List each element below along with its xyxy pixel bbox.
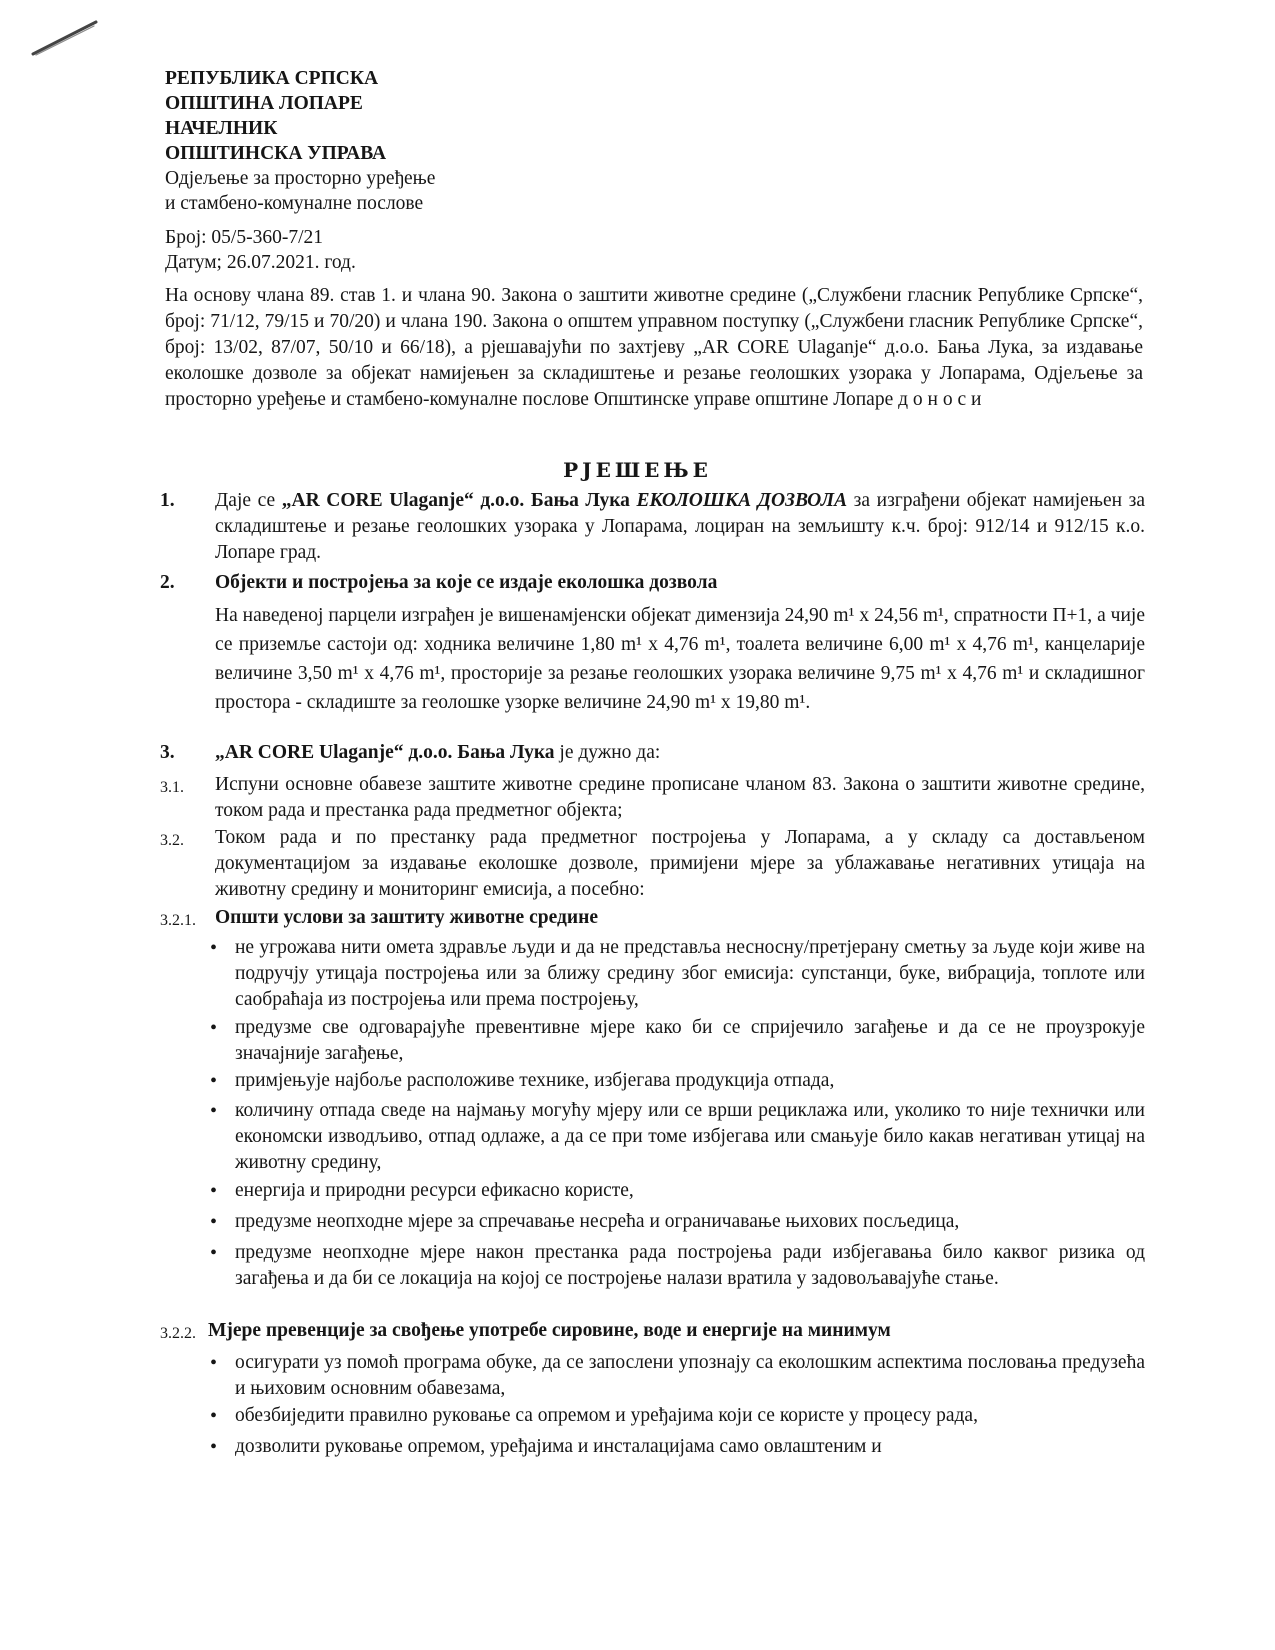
section-1-post: за изграђени објекат намијењен за складиштење и резање геолошких узорака у Лопарама, лоциран на земљишту к.ч. број: 912/14 и 912/15 к.о. Лопаре град.	[215, 490, 1145, 563]
list-item: • предузме све одговарајуће превентивне мјере како би се спријечило загађење и да се не проузрокује значајније загађење,	[210, 1015, 1145, 1067]
pen-stroke-mark	[30, 18, 100, 58]
list-item: • не угрожава нити омета здравље људи и да не представља несносну/претјерану сметњу за људе који живе на подручју утицаја постројења или за ближу средину због емисија: супстанци, буке, вибрација, топлоте или саобраћаја из постројења или према постројењу,	[210, 935, 1145, 1013]
document-number: Број: 05/5-360-7/21	[165, 227, 323, 248]
section-1	[160, 488, 1145, 566]
section-3-1-number: 3.1.	[160, 779, 184, 796]
section-3-2-2	[160, 1318, 1145, 1344]
section-2-text: На наведеној парцели изграђен је вишенамјенски објекат димензија 24,90 m¹ x 24,56 m¹, спратности П+1, а чије се приземље састоји од: ходника величине 1,80 m¹ x 4,76 m¹, тоалета величине 6,00 m¹ x 4,76 m¹, канцеларије величине 3,50 m¹ x 4,76 m¹, просторије за резање геолошких узорака величине 9,75 m¹ x 4,76 m¹ и складишног простора - складиште за геолошке узорке величине 24,90 m¹ x 19,80 m¹.	[215, 605, 1145, 713]
header-department-line-2: и стамбено-комуналне послове	[165, 193, 424, 214]
list-item: • енергија и природни ресурси ефикасно користе,	[210, 1178, 1145, 1204]
section-2-heading: Објекти и постројења за које се издаје еколошка дозвола	[215, 572, 718, 593]
document-date: Датум; 26.07.2021. год.	[165, 252, 356, 273]
section-3-2-1	[160, 905, 1145, 931]
list-item: • предузме неопходне мјере након престанка рада постројења ради избјегавања било каквог ризика од загађења и да би се локација на којој се постројење налази вратила у задовољавајуће стање.	[210, 1240, 1145, 1292]
section-2	[160, 570, 1145, 717]
section-3-1	[160, 772, 1145, 824]
section-1-text	[215, 488, 1145, 566]
section-3-2-1-heading: Општи услови за заштиту животне средине	[215, 907, 598, 928]
list-item: • дозволити руковање опремом, уређајима и инсталацијама само овлаштеним и	[210, 1434, 1145, 1460]
section-3-2	[160, 825, 1145, 903]
header-department-line-1: Одјељење за просторно уређење	[165, 168, 436, 189]
list-item: • примјењује најбоље расположиве технике, избјегава продукција отпада,	[210, 1068, 1145, 1094]
intro-paragraph: На основу члана 89. став 1. и члана 90. Закона о заштити животне средине („Службени гласник Републике Српске“, број: 71/12, 79/15 и 70/20) и члана 190. Закона о општем управном поступку („Службени гласник Републике Српске“, број: 13/02, 87/07, 50/10 и 66/18), а рјешавајући по захтјеву „AR CORE Ulaganje“ д.о.о. Бања Лука, за издавање еколошке дозволе за објекат намијењен за складиштење и резање геолошких узорака у Лопарама, Одјељење за просторно уређење и стамбено-комуналне послове Општинске управе општине Лопаре д о н о с и	[165, 285, 1143, 410]
section-3-2-1-number: 3.2.1.	[160, 912, 196, 929]
section-3-company: „AR CORE Ulaganje“ д.о.о. Бања Лука	[215, 742, 555, 763]
section-1-permit: ЕКОЛОШКА ДОЗВОЛА	[636, 490, 848, 511]
header-administration: ОПШТИНСКА УПРАВА	[165, 143, 387, 164]
section-1-company: „AR CORE Ulaganje“ д.о.о. Бања Лука	[281, 490, 637, 511]
section-2-number: 2.	[160, 572, 175, 593]
section-1-number: 1.	[160, 490, 175, 511]
header-municipality: ОПШТИНА ЛОПАРЕ	[165, 93, 363, 114]
list-item: • количину отпада сведе на најмању могућу мјеру или се врши рециклажа или, уколико то није технички или економски изводљиво, отпад одлаже, а да се при томе избјегава или смањује било какав негативан утицај на животну средину,	[210, 1098, 1145, 1176]
section-3-1-text: Испуни основне обавезе заштите животне средине прописане чланом 83. Закона о заштити животне средине, током рада и престанка рада предметног објекта;	[215, 774, 1145, 821]
section-3-number: 3.	[160, 742, 175, 763]
section-3-2-2-heading: Мјере превенције за свођење употребе сировине, воде и енергије на минимум	[208, 1320, 891, 1341]
decision-title: РЈЕШЕЊЕ	[563, 458, 712, 482]
header-mayor: НАЧЕЛНИК	[165, 118, 278, 139]
section-1-pre: Даје се	[215, 490, 282, 511]
list-item: • предузме неопходне мјере за спречавање несрећа и ограничавање њихових посљедица,	[210, 1209, 1145, 1235]
document-header	[165, 66, 435, 275]
section-3	[160, 740, 1145, 766]
section-3-2-text: Током рада и по престанку рада предметног постројења у Лопарама, а у складу са достављеном документацијом за издавање еколошке дозволе, примијени мјере за ублажавање негативних утицаја на животну средину и мониторинг емисија, а посебно:	[215, 827, 1145, 900]
header-republic: РЕПУБЛИКА СРПСКА	[165, 68, 379, 89]
list-item: • обезбиједити правилно руковање са опремом и уређајима који се користе у процесу рада,	[210, 1403, 1145, 1429]
section-3-2-2-number: 3.2.2.	[160, 1325, 196, 1342]
section-3-post: је дужно да:	[554, 742, 661, 763]
section-3-2-number: 3.2.	[160, 832, 184, 849]
list-item: • осигурати уз помоћ програма обуке, да се запослени упознају са еколошким аспектима пословања предузећа и њиховим основним обавезама,	[210, 1350, 1145, 1402]
section-3-text	[215, 740, 1145, 766]
